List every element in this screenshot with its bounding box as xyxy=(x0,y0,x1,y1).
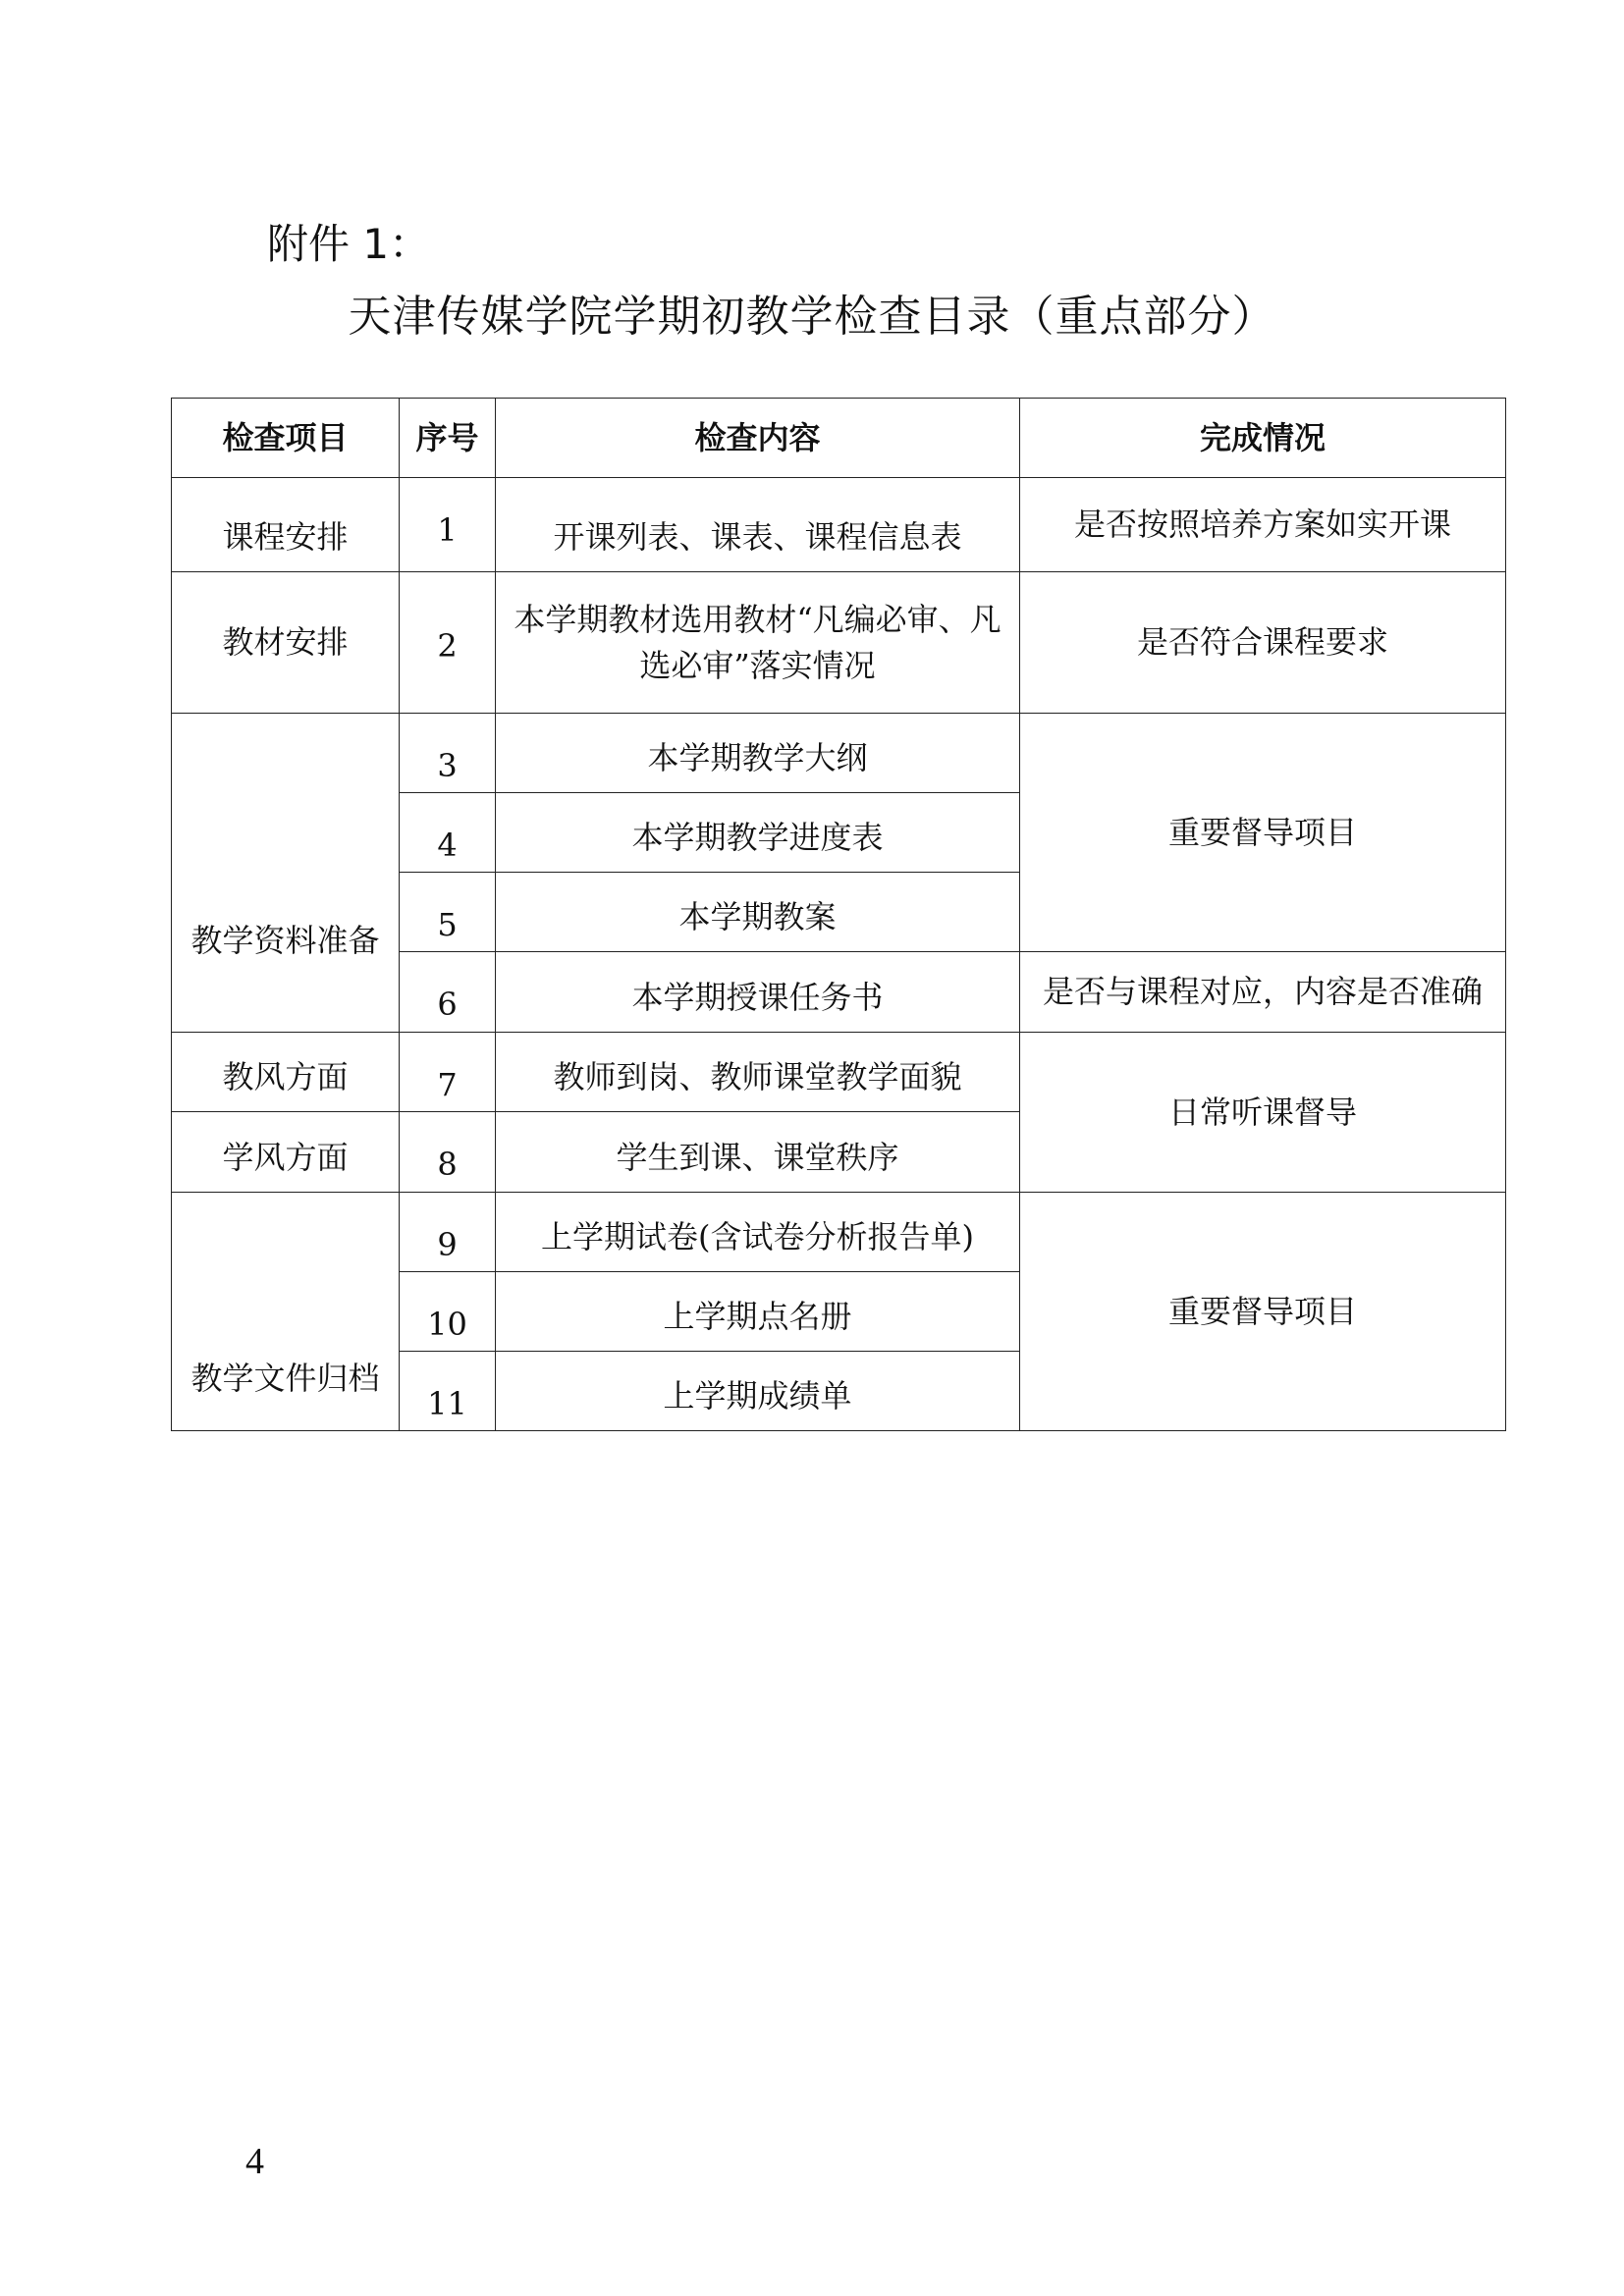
table-row xyxy=(172,572,1506,714)
row-number: 11 xyxy=(400,1352,496,1431)
row-content: 本学期教材选用教材“凡编必审、凡选必审”落实情况 xyxy=(496,572,1020,714)
row-status: 是否符合课程要求 xyxy=(1020,572,1506,714)
table-header-row xyxy=(172,399,1506,478)
row-category: 教材安排 xyxy=(172,572,400,714)
header-content: 检查内容 xyxy=(496,399,1020,478)
row-content: 上学期成绩单 xyxy=(496,1352,1020,1431)
row-content: 上学期点名册 xyxy=(496,1272,1020,1352)
row-number: 1 xyxy=(400,478,496,572)
page-number: 4 xyxy=(245,2141,264,2182)
document-title: 天津传媒学院学期初教学检查目录（重点部分） xyxy=(348,292,1276,342)
table-row xyxy=(172,1033,1506,1112)
row-content: 本学期教学大纲 xyxy=(496,714,1020,793)
row-content: 本学期授课任务书 xyxy=(496,952,1020,1033)
row-status: 重要督导项目 xyxy=(1020,1193,1506,1431)
table-row xyxy=(172,478,1506,572)
row-number: 9 xyxy=(400,1193,496,1272)
header-number: 序号 xyxy=(400,399,496,478)
row-category: 教学文件归档 xyxy=(172,1193,400,1431)
row-number: 8 xyxy=(400,1112,496,1193)
header-status: 完成情况 xyxy=(1020,399,1506,478)
attachment-label: 附件 1： xyxy=(267,220,431,268)
row-number: 2 xyxy=(400,572,496,714)
row-category: 教学资料准备 xyxy=(172,714,400,1033)
row-number: 10 xyxy=(400,1272,496,1352)
row-number: 3 xyxy=(400,714,496,793)
row-content: 学生到课、课堂秩序 xyxy=(496,1112,1020,1193)
row-category: 教风方面 xyxy=(172,1033,400,1112)
row-number: 7 xyxy=(400,1033,496,1112)
row-content: 教师到岗、教师课堂教学面貌 xyxy=(496,1033,1020,1112)
row-content: 本学期教案 xyxy=(496,873,1020,952)
header-category: 检查项目 xyxy=(172,399,400,478)
row-status: 是否按照培养方案如实开课 xyxy=(1020,478,1506,572)
row-number: 6 xyxy=(400,952,496,1033)
row-status: 日常听课督导 xyxy=(1020,1033,1506,1193)
row-status: 是否与课程对应，内容是否准确 xyxy=(1020,952,1506,1033)
inspection-table xyxy=(171,398,1506,1431)
row-content: 开课列表、课表、课程信息表 xyxy=(496,478,1020,572)
row-content: 上学期试卷(含试卷分析报告单) xyxy=(496,1193,1020,1272)
row-content: 本学期教学进度表 xyxy=(496,793,1020,873)
table-row xyxy=(172,1193,1506,1272)
row-number: 5 xyxy=(400,873,496,952)
row-category: 课程安排 xyxy=(172,478,400,572)
row-status: 重要督导项目 xyxy=(1020,714,1506,952)
row-number: 4 xyxy=(400,793,496,873)
table-row xyxy=(172,714,1506,793)
row-category: 学风方面 xyxy=(172,1112,400,1193)
